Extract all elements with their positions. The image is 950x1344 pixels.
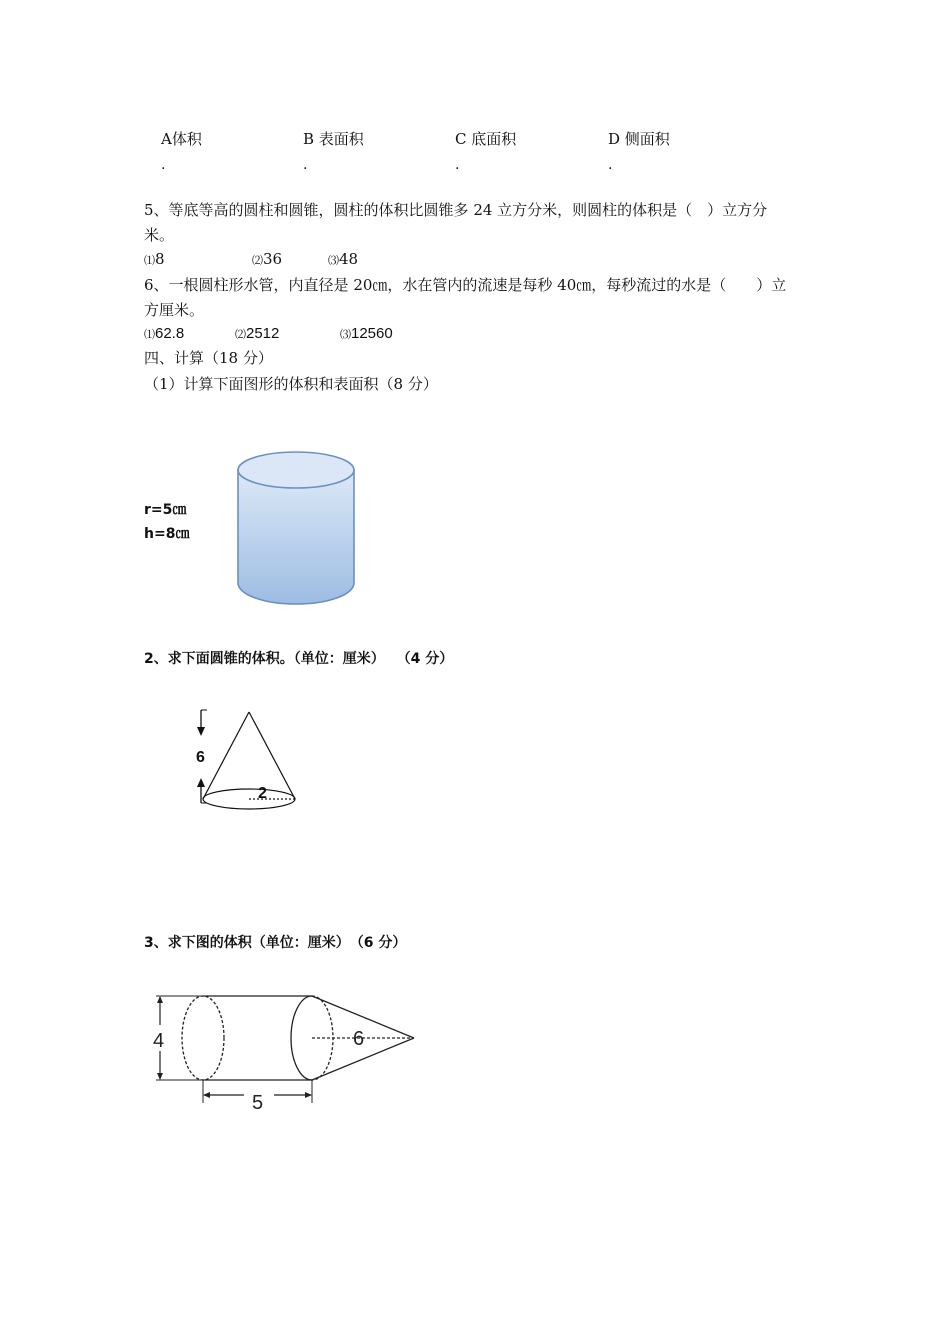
q6-option-1-value: 62.8 [155, 325, 185, 342]
q5-option-3 [328, 249, 358, 268]
section4-heading: 四、计算（18 分） [144, 349, 273, 367]
q5-option-1-value: 8 [155, 250, 165, 268]
q5-text-line1: 5、等底等高的圆柱和圆锥，圆柱的体积比圆锥多 24 立方分米，则圆柱的体积是（ ）立方分 [144, 201, 768, 219]
cylinder-radius-label: r=5㎝ [144, 502, 187, 518]
cylinder-figure [230, 445, 365, 615]
cone-length-label: 6 [353, 1028, 365, 1050]
option-d: D 侧面积 [608, 130, 670, 148]
option-b: B 表面积 [303, 130, 364, 148]
section4-sub1: （1）计算下面图形的体积和表面积（8 分） [144, 375, 438, 393]
q6-option-3 [340, 323, 393, 342]
cone-figure [190, 700, 310, 815]
arrow-left-icon [203, 1092, 210, 1098]
right-end-front [291, 996, 312, 1080]
q5-option-2-value: 36 [263, 250, 283, 268]
q6-option-1-mark: ⑴ [144, 328, 155, 341]
cylinder-top [238, 452, 354, 488]
q5-text-line2: 米。 [144, 226, 175, 244]
option-b-dot: . [303, 157, 308, 173]
q5-option-2-mark: ⑵ [252, 254, 263, 267]
option-a: A体积 [161, 130, 202, 148]
cone-height-label: 6 [196, 749, 205, 766]
q6-text-line2: 方厘米。 [144, 301, 205, 319]
q5-option-1-mark: ⑴ [144, 254, 155, 267]
q5-option-2 [252, 249, 282, 268]
option-c-dot: . [455, 157, 460, 173]
cylinder-height-label: h=8㎝ [144, 526, 190, 542]
q2-title: 2、求下面圆锥的体积。（单位：厘米） （4 分） [144, 651, 454, 667]
cone-left-side [203, 712, 249, 799]
arrow-down-icon [157, 1073, 163, 1080]
arrow-right-icon [305, 1092, 312, 1098]
q6-option-3-value: 12560 [351, 325, 393, 342]
q5-option-1 [144, 249, 165, 268]
length-label: 5 [252, 1092, 264, 1114]
arrow-up-icon [157, 996, 163, 1003]
option-a-dot: . [161, 157, 166, 173]
q5-option-3-mark: ⑶ [328, 254, 339, 267]
diameter-label: 4 [153, 1030, 165, 1052]
cone-right-side [249, 712, 295, 799]
option-c: C 底面积 [455, 130, 517, 148]
q6-option-2-value: 2512 [246, 325, 280, 342]
arrow-up-icon [197, 778, 205, 787]
left-end-ellipse [182, 996, 224, 1080]
q6-option-2-mark: ⑵ [235, 328, 246, 341]
composite-figure [150, 985, 425, 1115]
option-d-dot: . [608, 157, 613, 173]
cylinder-body [238, 470, 354, 604]
arrow-down-icon [197, 727, 205, 736]
cone-radius-label: 2 [258, 785, 267, 802]
q6-option-3-mark: ⑶ [340, 328, 351, 341]
q5-option-3-value: 48 [339, 250, 359, 268]
q6-text-line1: 6、一根圆柱形水管，内直径是 20㎝，水在管内的流速是每秒 40㎝，每秒流过的水是（ ）立 [144, 276, 787, 294]
q6-option-1 [144, 323, 184, 342]
q3-title: 3、求下图的体积（单位：厘米） （6 分） [144, 935, 407, 951]
q6-option-2 [235, 323, 279, 342]
